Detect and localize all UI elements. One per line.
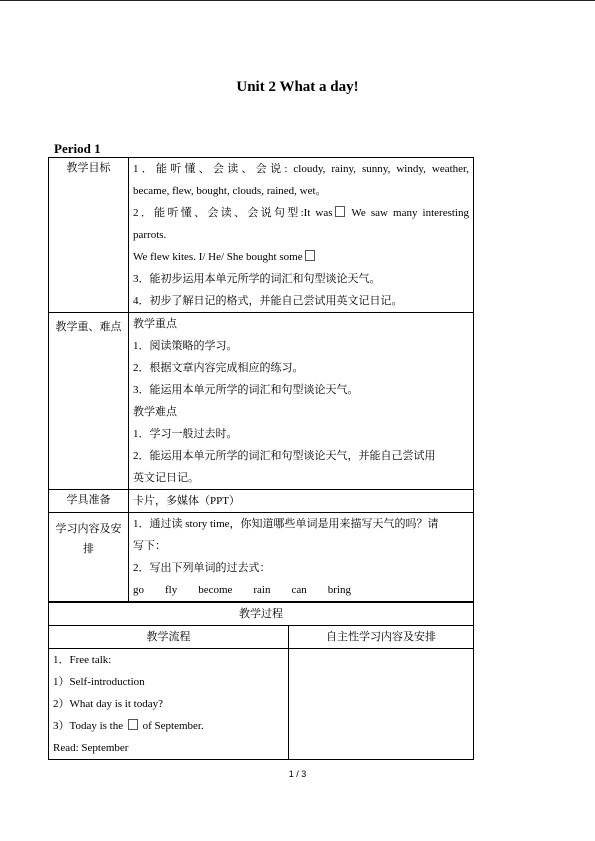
self-study-header: 自主性学习内容及安排: [289, 626, 474, 649]
key-points-content: [129, 313, 474, 490]
blank-box-icon: [128, 719, 138, 730]
objective-line: became, flew, bought, clouds, rained, wet。: [133, 185, 327, 197]
process-header: 教学过程: [49, 603, 474, 626]
word-item: bring: [327, 584, 351, 596]
flow-content: [49, 649, 289, 760]
key-point-line: 教学难点: [133, 406, 177, 418]
key-point-line: 2．根据文章内容完成相应的练习。: [133, 362, 304, 374]
flow-line: Read: September: [53, 742, 129, 754]
key-points-row: [49, 313, 474, 490]
flow-line: 2）What day is it today?: [53, 698, 163, 710]
objective-line: 2．能听懂、会读、会说句型:It was We saw many interesting: [133, 207, 469, 219]
content-content: [129, 513, 474, 602]
word-item: rain: [253, 584, 271, 596]
flow-line: 3）Today is the of September.: [53, 720, 204, 732]
page-top-rule: [0, 0, 595, 1]
prep-row: [49, 490, 474, 513]
objectives-content: [129, 158, 474, 313]
content-label: 学习内容及安排: [49, 513, 129, 602]
flow-header: 教学流程: [49, 626, 289, 649]
prep-content: 卡片，多媒体（PPT）: [129, 490, 474, 513]
objective-line: 3．能初步运用本单元所学的词汇和句型谈论天气。: [133, 273, 381, 285]
content-row: [49, 513, 474, 602]
blank-box-icon: [335, 206, 345, 217]
objectives-row: [49, 158, 474, 313]
content-line: 2．写出下列单词的过去式：: [133, 562, 271, 574]
content-line: 1．通过读 story time，你知道哪些单词是用来描写天气的吗？请: [133, 518, 439, 530]
key-point-line: 教学重点: [133, 318, 177, 330]
key-point-line: 英文记日记。: [133, 472, 199, 484]
objective-line: We flew kites. I/ He/ She bought some: [133, 246, 469, 268]
word-item: become: [198, 584, 233, 596]
word-item: fly: [164, 584, 178, 596]
key-point-line: 2．能运用本单元所学的词汇和句型谈论天气，并能自己尝试用: [133, 450, 436, 462]
flow-line: 1）Self-introduction: [53, 676, 145, 688]
word-item: can: [291, 584, 307, 596]
blank-box-icon: [305, 250, 315, 261]
content-line: 写下：: [133, 540, 166, 552]
process-table: [48, 602, 474, 760]
word-item: go: [133, 584, 144, 596]
period-heading: Period 1: [54, 141, 101, 156]
objective-line: 1．能听懂、会读、会说: cloudy, rainy, sunny, windy, weather,: [133, 163, 469, 175]
flow-line: 1．Free talk:: [53, 654, 112, 666]
objective-line: parrots.: [133, 229, 167, 241]
lesson-plan-table: [48, 157, 474, 602]
page-number: 1 / 3: [288, 769, 307, 779]
process-subheader-row: [49, 626, 474, 649]
page-title: Unit 2 What a day!: [236, 79, 359, 95]
prep-label: 学具准备: [49, 490, 129, 513]
objective-line: 4．初步了解日记的格式，并能自己尝试用英文记日记。: [133, 295, 403, 307]
objectives-label: 教学目标: [49, 158, 129, 313]
self-study-content: [289, 649, 474, 760]
process-header-row: [49, 603, 474, 626]
key-point-line: 3．能运用本单元所学的词汇和句型谈论天气。: [133, 384, 359, 396]
key-point-line: 1．阅读策略的学习。: [133, 340, 238, 352]
key-points-label: 教学重、难点: [49, 313, 129, 490]
past-tense-word-list: [133, 579, 351, 601]
key-point-line: 1．学习一般过去时。: [133, 428, 238, 440]
process-body-row: [49, 649, 474, 760]
